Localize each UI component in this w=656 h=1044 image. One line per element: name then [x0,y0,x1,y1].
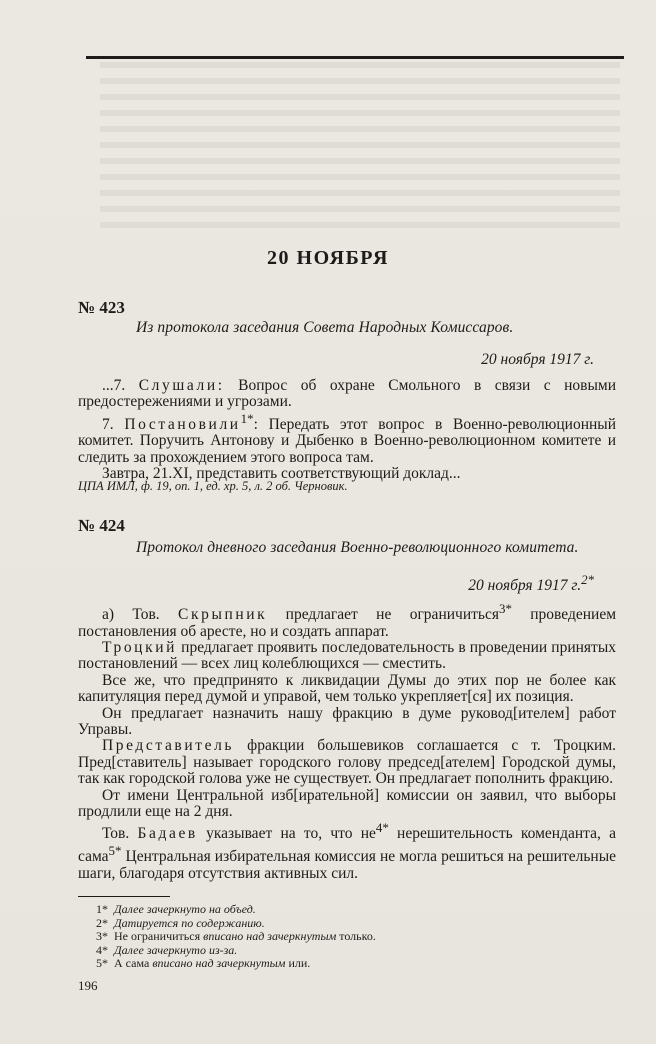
date-header: 20 НОЯБРЯ [267,247,389,269]
spaced-name: Бадаев [137,825,198,843]
text: Центральная избирательная комиссия не могла решиться на решительные шаги, благодаря отсутствия активных сил. [78,848,616,882]
footnote-mark: 4* [96,942,108,957]
footnote-rule [78,896,170,897]
spaced-keyword: Постановили [124,415,241,433]
spaced-name: Троцкий [102,638,177,656]
footnote-mark: 2* [96,915,108,930]
footnote-text-italic: вписано над зачеркнутым [152,956,286,971]
paragraph [78,738,616,787]
show-through-texture [100,62,620,237]
paragraph: Он предлагает назначить нашу фракцию в думе руковод[ителем] работ Управы. [78,704,616,738]
footnote-ref: 5* [108,843,122,858]
footnote-ref: 1* [240,410,254,426]
text: предлагает не ограничиться [285,606,499,624]
spaced-keyword: Слушали: [138,377,225,394]
footnote-mark: 3* [96,929,108,944]
footnote-text: Не ограничиться [114,929,201,944]
spaced-name: Скрыпник [178,606,268,624]
document-424-title: Протокол дневного заседания Военно-революционного комитета. [136,539,579,556]
paragraph [78,820,616,882]
document-423-title: Из протокола заседания Совета Народных Комиссаров. [136,319,514,336]
footnote-mark: 5* [96,956,108,971]
footnote [96,930,596,944]
footnote-ref: 4* [375,820,389,836]
paragraph [78,411,616,466]
text: проведением постановления об аресте, но и создать аппарат. [78,606,617,640]
paragraph: От имени Центральной изб[ирательной] комиссии он заявил, что выборы продлили еще на 2 дня. [78,786,616,821]
paragraph: Завтра, 21.XI, представить соответствующий доклад... [102,465,461,483]
footnote-text: Далее зачеркнуто из-за. [114,942,238,957]
footnote-text: Далее зачеркнуто на объед. [114,902,256,916]
footnote [96,957,596,971]
document-423-date: 20 ноября 1917 г. [481,351,594,368]
footnote [96,903,596,917]
footnote-mark: 1* [96,902,108,916]
text: предлагает проявить последовательность в проведении принятых постановлений — всех лиц колеблющихся — сместить. [78,638,616,673]
top-rule [86,56,624,59]
text: нерешительность коменданта, а сама [78,825,617,866]
document-424-number: № 424 [78,516,125,535]
text: а) Тов. [102,606,160,624]
text: 7. [102,415,114,433]
footnote-text: или. [288,956,311,971]
text: 20 ноября 1917 г. [468,577,582,595]
footnote-ref: 3* [498,601,512,616]
text: ...7. [102,377,126,394]
footnote [96,917,596,931]
text: Вопрос об охране Смольного в связи с новыми предостережениями и угрозами. [78,377,617,411]
document-424-date [468,572,594,595]
text: Тов. [102,825,130,843]
footnotes [96,903,596,971]
document-424-body [78,601,616,882]
document-423-source: ЦПА ИМЛ, ф. 19, оп. 1, ед. хр. 5, л. 2 об. Черновик. [78,479,348,493]
footnote-text: только. [339,929,376,944]
footnote-text: Датируется по содержанию. [114,915,265,930]
paragraph: Все же, что предпринято к ликвидации Думы до этих пор не более как капитуляция перед думой и управой, чем только укрепляет[ся] их позиция. [78,671,616,706]
text: : Передать этот вопрос в Военно-революционный комитет. Поручить Антонову и Дыбенко в Военно-революционном комитете и следить за прохождением этого вопроса там. [78,415,616,466]
paragraph [78,378,616,411]
paragraph [78,601,616,640]
page-number: 196 [78,978,98,993]
document-423-number: № 423 [78,298,125,317]
footnote-ref: 2* [581,572,594,587]
footnote-text-italic: вписано над зачеркнутым [203,929,337,944]
text: фракции большевиков соглашается с т. Троцким. Пред[ставитель] называет городского голову председ[ателем] Городской думы, так как городской голова уже не существует. Он предлагает пополнить фракцию. [78,737,617,788]
spaced-keyword: Представитель [102,737,235,755]
text: указывает на то, что не [206,825,376,843]
document-423-body [78,378,616,483]
footnote-text: А сама [114,956,150,971]
paragraph [78,640,616,673]
footnote [96,944,596,958]
